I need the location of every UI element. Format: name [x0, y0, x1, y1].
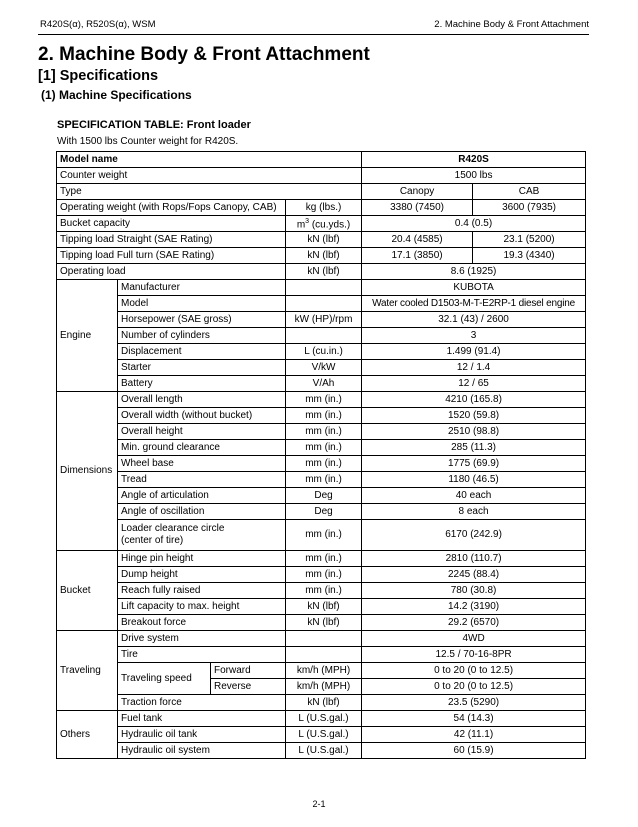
type-cab: CAB — [473, 184, 586, 200]
row-unit: L (U.S.gal.) — [286, 711, 362, 727]
table-row — [57, 312, 586, 328]
table-row — [57, 152, 586, 168]
table-row — [57, 248, 586, 264]
row-unit — [286, 631, 362, 647]
model-name-label: Model name — [57, 152, 362, 168]
row-value: 0 to 20 (0 to 12.5) — [362, 663, 586, 679]
row-unit: L (U.S.gal.) — [286, 743, 362, 759]
tipping-full-cab: 19.3 (4340) — [473, 248, 586, 264]
model-name-value: R420S — [362, 152, 586, 168]
tipping-straight-label: Tipping load Straight (SAE Rating) — [57, 232, 286, 248]
table-row — [57, 599, 586, 615]
row-value: KUBOTA — [362, 280, 586, 296]
row-label: Overall width (without bucket) — [118, 408, 286, 424]
row-value: 285 (11.3) — [362, 440, 586, 456]
row-value: Water cooled D1503-M-T-E2RP-1 diesel engine — [362, 296, 586, 312]
row-unit: L (U.S.gal.) — [286, 727, 362, 743]
row-value: 23.5 (5290) — [362, 695, 586, 711]
row-value: 14.2 (3190) — [362, 599, 586, 615]
row-value: 60 (15.9) — [362, 743, 586, 759]
row-label: Fuel tank — [118, 711, 286, 727]
table-row — [57, 408, 586, 424]
bucket-capacity-value: 0.4 (0.5) — [362, 216, 586, 232]
tipping-straight-cab: 23.1 (5200) — [473, 232, 586, 248]
row-label: Starter — [118, 360, 286, 376]
row-label: Hinge pin height — [118, 551, 286, 567]
row-value: 40 each — [362, 488, 586, 504]
tipping-full-label: Tipping load Full turn (SAE Rating) — [57, 248, 286, 264]
table-row — [57, 727, 586, 743]
row-unit — [286, 328, 362, 344]
table-row — [57, 360, 586, 376]
row-value: 780 (30.8) — [362, 583, 586, 599]
table-row — [57, 711, 586, 727]
operating-load-unit: kN (lbf) — [286, 264, 362, 280]
row-unit: mm (in.) — [286, 567, 362, 583]
reverse-label: Reverse — [211, 679, 286, 695]
row-value: 2245 (88.4) — [362, 567, 586, 583]
row-value: 4WD — [362, 631, 586, 647]
row-label: Tread — [118, 472, 286, 488]
clearance-label — [118, 520, 286, 551]
row-value: 12 / 65 — [362, 376, 586, 392]
tipping-straight-unit: kN (lbf) — [286, 232, 362, 248]
row-label: Dump height — [118, 567, 286, 583]
group-traveling: Traveling — [57, 631, 118, 711]
row-value: 42 (11.1) — [362, 727, 586, 743]
table-row — [57, 567, 586, 583]
operating-load-label: Operating load — [57, 264, 286, 280]
row-label: Drive system — [118, 631, 286, 647]
subsection-heading: (1) Machine Specifications — [41, 88, 192, 102]
row-unit: mm (in.) — [286, 472, 362, 488]
row-unit: mm (in.) — [286, 551, 362, 567]
row-label: Hydraulic oil system — [118, 743, 286, 759]
table-row — [57, 743, 586, 759]
row-label: Overall length — [118, 392, 286, 408]
tipping-full-canopy: 17.1 (3850) — [362, 248, 473, 264]
row-value: 2510 (98.8) — [362, 424, 586, 440]
row-value: 3 — [362, 328, 586, 344]
row-unit: km/h (MPH) — [286, 663, 362, 679]
row-label: Angle of oscillation — [118, 504, 286, 520]
group-others: Others — [57, 711, 118, 759]
row-label: Hydraulic oil tank — [118, 727, 286, 743]
page-title: 2. Machine Body & Front Attachment — [38, 44, 370, 65]
tipping-full-unit: kN (lbf) — [286, 248, 362, 264]
row-label: Min. ground clearance — [118, 440, 286, 456]
row-value: 32.1 (43) / 2600 — [362, 312, 586, 328]
row-unit: V/Ah — [286, 376, 362, 392]
row-unit: kW (HP)/rpm — [286, 312, 362, 328]
table-row — [57, 216, 586, 232]
type-label: Type — [57, 184, 362, 200]
bucket-capacity-label: Bucket capacity — [57, 216, 286, 232]
table-row — [57, 296, 586, 312]
group-engine: Engine — [57, 280, 118, 392]
row-value: 2810 (110.7) — [362, 551, 586, 567]
row-unit: V/kW — [286, 360, 362, 376]
table-row — [57, 695, 586, 711]
forward-label: Forward — [211, 663, 286, 679]
row-label: Displacement — [118, 344, 286, 360]
table-row — [57, 200, 586, 216]
row-label: Angle of articulation — [118, 488, 286, 504]
table-row — [57, 551, 586, 567]
row-unit: mm (in.) — [286, 424, 362, 440]
table-row — [57, 376, 586, 392]
row-unit: km/h (MPH) — [286, 679, 362, 695]
row-value: 29.2 (6570) — [362, 615, 586, 631]
table-row — [57, 344, 586, 360]
operating-load-value: 8.6 (1925) — [362, 264, 586, 280]
row-unit: L (cu.in.) — [286, 344, 362, 360]
row-label: Breakout force — [118, 615, 286, 631]
row-value: 0 to 20 (0 to 12.5) — [362, 679, 586, 695]
table-caption: SPECIFICATION TABLE: Front loader — [57, 119, 251, 131]
row-label: Number of cylinders — [118, 328, 286, 344]
header-rule — [38, 34, 589, 35]
row-value: 1.499 (91.4) — [362, 344, 586, 360]
row-unit — [286, 280, 362, 296]
row-unit: Deg — [286, 488, 362, 504]
row-unit — [286, 296, 362, 312]
table-row — [57, 424, 586, 440]
row-value: 12.5 / 70-16-8PR — [362, 647, 586, 663]
row-label: Manufacturer — [118, 280, 286, 296]
table-row — [57, 456, 586, 472]
table-row — [57, 647, 586, 663]
row-unit: Deg — [286, 504, 362, 520]
row-unit: kN (lbf) — [286, 695, 362, 711]
row-value: 54 (14.3) — [362, 711, 586, 727]
table-row — [57, 504, 586, 520]
table-row — [57, 232, 586, 248]
row-label: Tire — [118, 647, 286, 663]
unit-rest: (cu.yds.) — [309, 219, 351, 231]
row-value: 4210 (165.8) — [362, 392, 586, 408]
table-row — [57, 328, 586, 344]
unit-base: m — [296, 219, 306, 231]
row-unit: mm (in.) — [286, 392, 362, 408]
operating-weight-cab: 3600 (7935) — [473, 200, 586, 216]
row-unit: mm (in.) — [286, 408, 362, 424]
table-row — [57, 631, 586, 647]
table-row — [57, 583, 586, 599]
row-unit: mm (in.) — [286, 583, 362, 599]
section-heading: [1] Specifications — [38, 68, 159, 84]
row-value: 12 / 1.4 — [362, 360, 586, 376]
table-row — [57, 663, 586, 679]
clearance-line-2: (center of tire) — [121, 535, 184, 547]
row-value: 1775 (69.9) — [362, 456, 586, 472]
row-value: 6170 (242.9) — [362, 520, 586, 551]
traveling-speed-label: Traveling speed — [118, 663, 211, 695]
row-unit: mm (in.) — [286, 520, 362, 551]
table-row — [57, 488, 586, 504]
group-bucket: Bucket — [57, 551, 118, 631]
table-note: With 1500 lbs Counter weight for R420S. — [57, 136, 239, 147]
table-row — [57, 168, 586, 184]
table-row — [57, 440, 586, 456]
operating-weight-label: Operating weight (with Rops/Fops Canopy, CAB) — [57, 200, 286, 216]
table-row — [57, 184, 586, 200]
table-row — [57, 280, 586, 296]
type-canopy: Canopy — [362, 184, 473, 200]
bucket-capacity-unit — [286, 216, 362, 232]
row-label: Battery — [118, 376, 286, 392]
row-label: Lift capacity to max. height — [118, 599, 286, 615]
row-label: Wheel base — [118, 456, 286, 472]
row-unit — [286, 647, 362, 663]
row-label: Overall height — [118, 424, 286, 440]
table-row — [57, 472, 586, 488]
unit-superscript: 3 — [305, 218, 310, 225]
row-unit: kN (lbf) — [286, 615, 362, 631]
row-unit: mm (in.) — [286, 456, 362, 472]
running-header-right: 2. Machine Body & Front Attachment — [434, 19, 589, 30]
row-value: 1520 (59.8) — [362, 408, 586, 424]
page-number: 2-1 — [312, 799, 326, 809]
row-label: Traction force — [118, 695, 286, 711]
counter-weight-label: Counter weight — [57, 168, 362, 184]
row-label: Reach fully raised — [118, 583, 286, 599]
row-unit: mm (in.) — [286, 440, 362, 456]
operating-weight-unit: kg (lbs.) — [286, 200, 362, 216]
row-value: 8 each — [362, 504, 586, 520]
specification-table — [56, 151, 586, 759]
row-label: Horsepower (SAE gross) — [118, 312, 286, 328]
table-row — [57, 615, 586, 631]
row-value: 1180 (46.5) — [362, 472, 586, 488]
clearance-line-1: Loader clearance circle — [121, 523, 225, 535]
table-row — [57, 520, 586, 551]
counter-weight-value: 1500 lbs — [362, 168, 586, 184]
operating-weight-canopy: 3380 (7450) — [362, 200, 473, 216]
tipping-straight-canopy: 20.4 (4585) — [362, 232, 473, 248]
table-row — [57, 264, 586, 280]
table-row — [57, 392, 586, 408]
row-label: Model — [118, 296, 286, 312]
group-dimensions: Dimensions — [57, 392, 118, 551]
running-header-left: R420S(α), R520S(α), WSM — [40, 19, 156, 30]
row-unit: kN (lbf) — [286, 599, 362, 615]
